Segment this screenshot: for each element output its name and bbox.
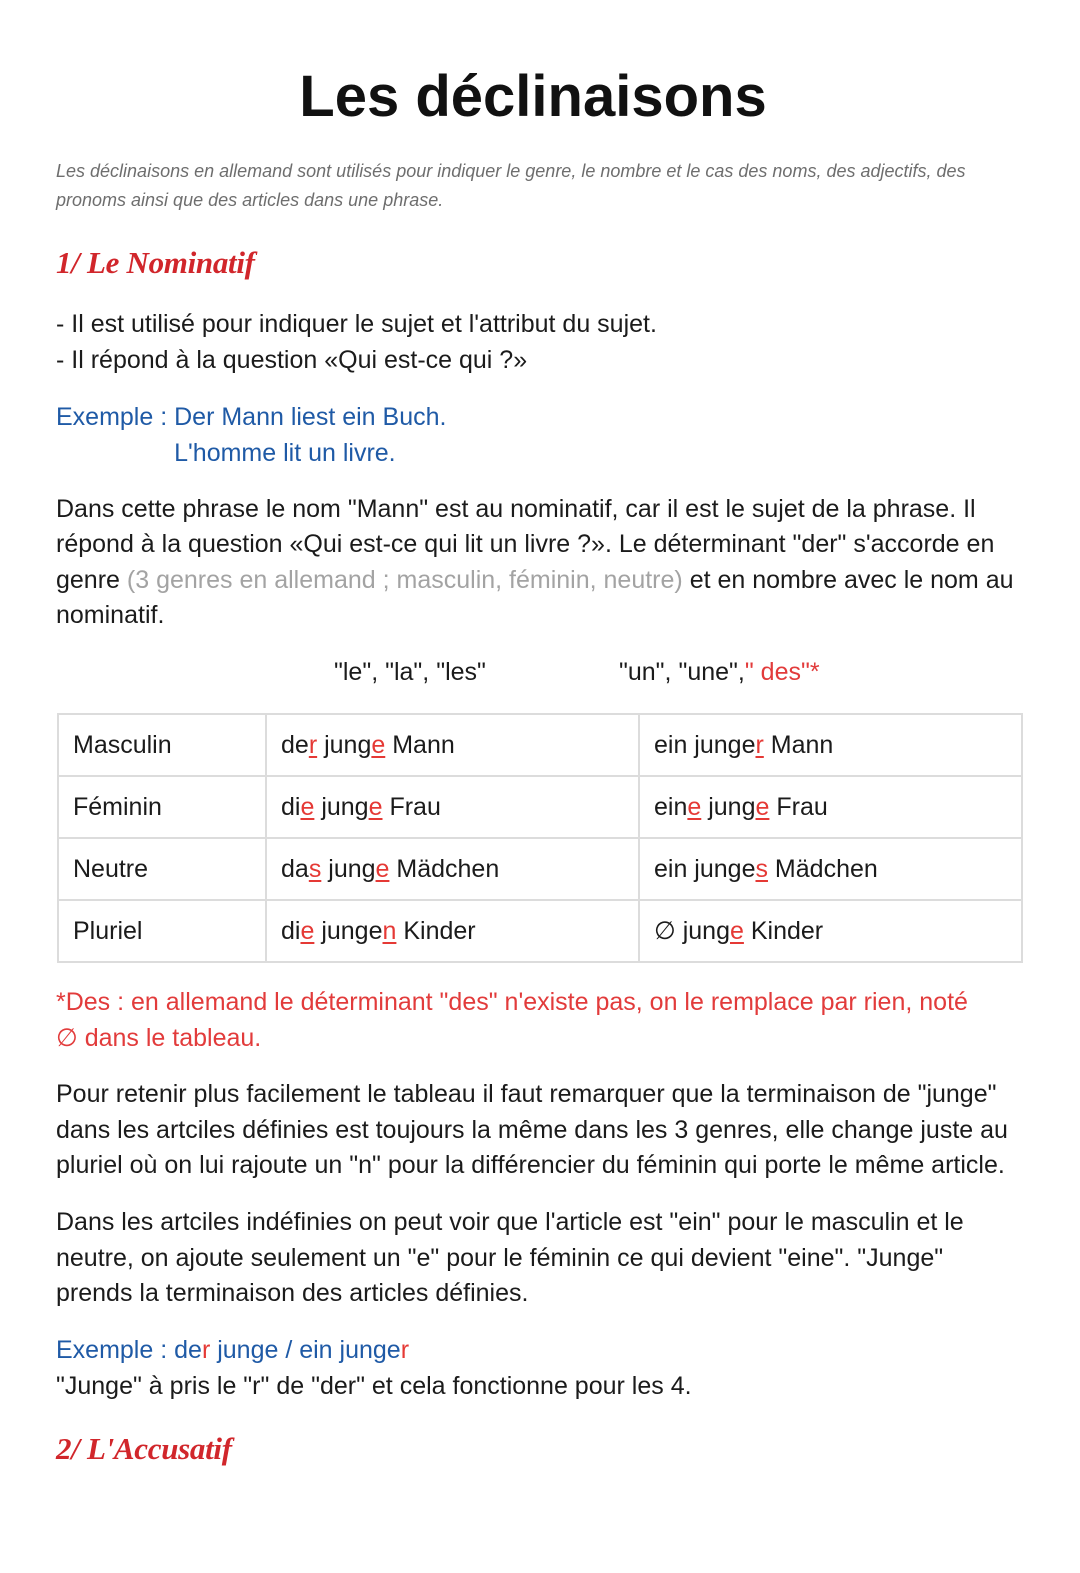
word-part: de [281, 731, 309, 759]
gender-cell: Féminin [58, 776, 266, 838]
page-title: Les déclinaisons [299, 64, 767, 129]
word-part: Mann [385, 731, 455, 759]
word-part: jung [314, 793, 369, 821]
ending-letter: r [755, 731, 764, 759]
word-part: da [281, 855, 309, 883]
ending-letter: r [308, 731, 318, 759]
gender-cell: Masculin [58, 714, 266, 776]
word-part: Frau [382, 793, 441, 821]
declension-row-neutre [58, 838, 1022, 900]
remark-definite-articles: Pour retenir plus facilement le tableau il faut remarquer que la terminaison de "junge" dans les artciles définies est toujours la même dans les 3 genres, elle change juste au pluriel où on lui rajoute un "n" pour la différencier du féminin qui porte le même article. [56, 1080, 1008, 1179]
ending-letter: e [755, 793, 770, 821]
ending-letter: e [730, 917, 744, 945]
word-part: Kinder [743, 917, 824, 945]
declension-row-pluriel [58, 900, 1022, 962]
definite-article-cell [266, 776, 639, 838]
word-part: junge / ein junge [210, 1336, 401, 1364]
ending-letter: e [368, 793, 383, 821]
indefinite-article-cell [639, 838, 1022, 900]
word-part: Kinder [396, 917, 476, 945]
declension-row-masculin [58, 714, 1022, 776]
example-nominatif [56, 400, 446, 471]
table-header-definite: "le", "la", "les" [334, 658, 486, 686]
word-part: ∅ jung [654, 917, 730, 945]
definite-article-cell [266, 838, 639, 900]
word-part: di [281, 793, 301, 821]
example-german-sentence: Der Mann liest ein Buch. [174, 403, 447, 431]
indefinite-header-text: "un", "une", [619, 658, 745, 686]
indefinite-article-cell [639, 776, 1022, 838]
explanation-aside: (3 genres en allemand ; masculin, féminin, neutre) [126, 565, 683, 594]
word-part: ein [654, 793, 688, 821]
gender-cell: Neutre [58, 838, 266, 900]
ending-letter: e [371, 731, 386, 759]
example-endings [56, 1333, 956, 1369]
example-lines [174, 400, 446, 471]
ending-letter: n [382, 917, 397, 945]
gender-cell: Pluriel [58, 900, 266, 962]
section-heading-accusatif: 2/ L'Accusatif [56, 1431, 232, 1466]
word-part: ein junge [654, 731, 756, 759]
declension-row-feminin [58, 776, 1022, 838]
example-endings-text [174, 1336, 409, 1364]
ending-letter: s [755, 855, 768, 883]
ending-letter: r [400, 1336, 410, 1364]
ending-letter: e [687, 793, 702, 821]
word-part: ein junge [654, 855, 756, 883]
nominatif-rules [56, 307, 1036, 378]
rule-bullet: - Il est utilisé pour indiquer le sujet et l'attribut du sujet. [56, 310, 657, 338]
word-part: Mädchen [389, 855, 500, 883]
explanation-text-end: et en nombre avec le nom au nominatif. [56, 565, 1014, 630]
remark-indefinite-articles: Dans les artciles indéfinies on peut voir que l'article est "ein" pour le masculin et le neutre, on ajoute seulement un "e" pour le féminin ce qui devient "eine". "Junge" prends la terminaison des articles définies. [56, 1208, 964, 1307]
ending-letter: s [308, 855, 322, 883]
example-french-translation: L'homme lit un livre. [174, 438, 396, 467]
word-part: Mann [763, 731, 834, 759]
ending-letter: e [375, 855, 390, 883]
example-label: Exemple : [56, 1336, 168, 1364]
word-part: jung [321, 855, 376, 883]
word-part: jung [701, 793, 756, 821]
ending-letter: r [201, 1336, 211, 1364]
indefinite-article-cell [639, 900, 1022, 962]
example-label: Exemple : [56, 403, 168, 431]
word-part: de [174, 1336, 202, 1364]
explanation-text: Dans cette phrase le nom "Mann" est au nominatif, car il est le sujet de la phrase. Il répond à la question «Qui est-ce qui lit un livre ?». Le déterminant "der" s'accorde en genre [56, 495, 995, 594]
indefinite-article-cell [639, 714, 1022, 776]
section-heading-nominatif: 1/ Le Nominatif [56, 245, 255, 280]
word-part: junge [314, 917, 383, 945]
declension-table [57, 713, 1023, 963]
ending-letter: e [300, 793, 315, 821]
definite-article-cell [266, 714, 639, 776]
nominatif-explanation [56, 492, 1036, 634]
ending-letter: e [300, 917, 315, 945]
definite-article-cell [266, 900, 639, 962]
word-part: Frau [769, 793, 828, 821]
table-footnote: *Des : en allemand le déterminant "des" n'existe pas, on le remplace par rien, noté ∅ dans le tableau. [56, 988, 968, 1052]
indefinite-plural-header: " des"* [744, 658, 820, 686]
example-endings-note: "Junge" à pris le "r" de "der" et cela fonctionne pour les 4. [56, 1372, 692, 1400]
rule-bullet: - Il répond à la question «Qui est-ce qui ?» [56, 345, 528, 374]
table-header-indefinite [619, 655, 820, 691]
word-part: jung [317, 731, 372, 759]
intro-paragraph: Les déclinaisons en allemand sont utilisés pour indiquer le genre, le nombre et le cas des noms, des adjectifs, des pronoms ainsi que des articles dans une phrase. [56, 161, 966, 210]
word-part: Mädchen [767, 855, 878, 883]
word-part: di [281, 917, 301, 945]
